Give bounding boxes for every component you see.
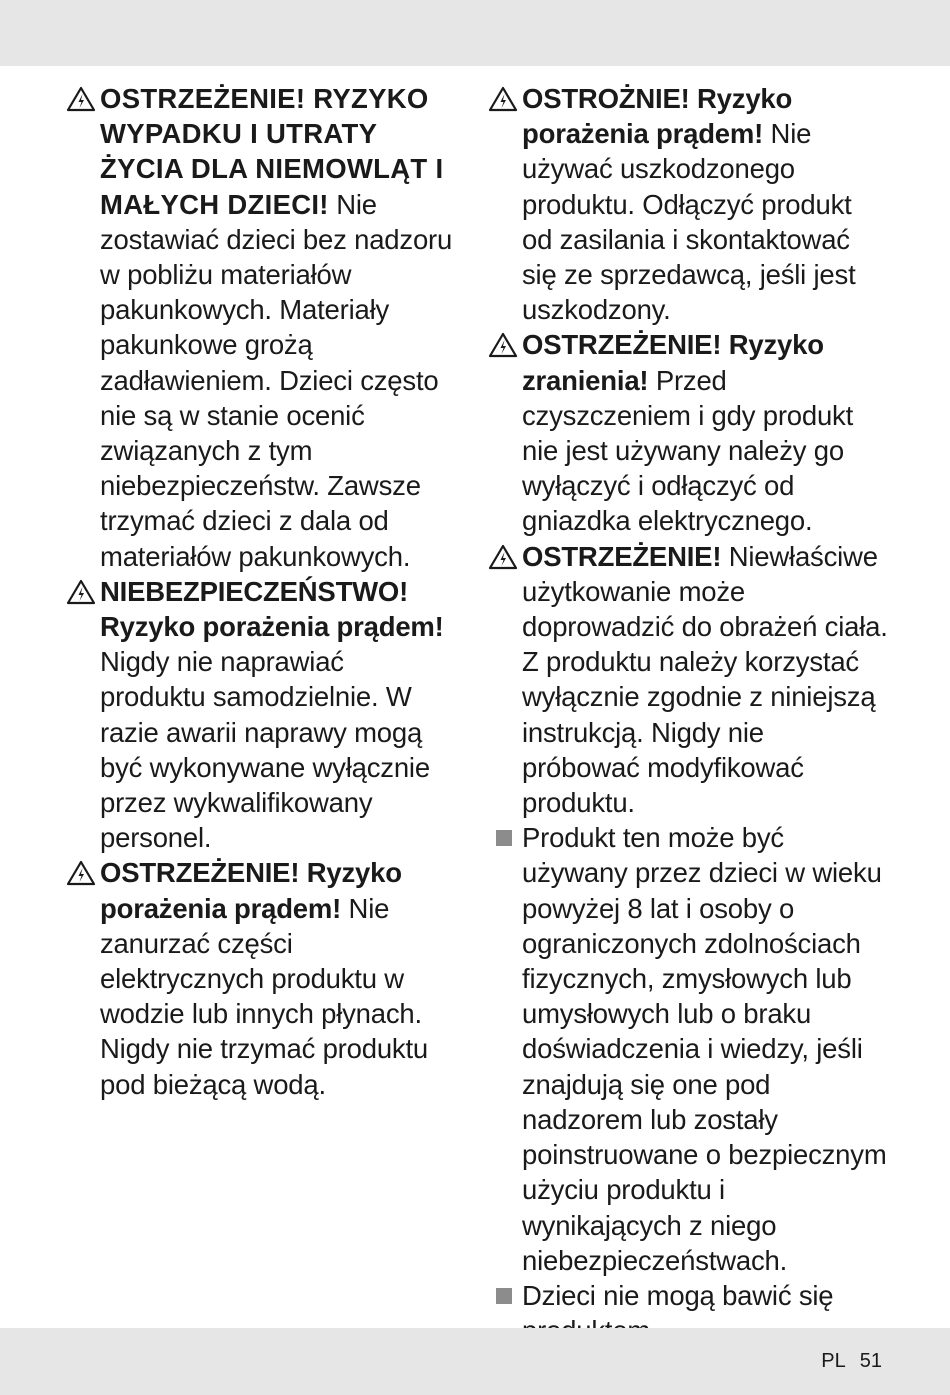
left-column bbox=[66, 81, 456, 1102]
bullet-children-usage bbox=[488, 820, 888, 1278]
safety-warning-misuse bbox=[488, 539, 888, 821]
warning-triangle-icon bbox=[488, 543, 518, 571]
warning-text: Nie zanurzać części elektrycznych produktu w wodzie lub innych płynach. Nigdy nie trzymać produktu pod bieżącą wodą. bbox=[100, 892, 428, 1100]
warning-triangle-icon bbox=[66, 859, 96, 887]
safety-warning-danger-electric bbox=[66, 574, 456, 856]
warning-triangle-icon bbox=[66, 578, 96, 606]
warning-triangle-icon bbox=[488, 331, 518, 359]
warning-text: Nie używać uszkodzonego produktu. Odłączyć produkt od zasilania i skontaktować się ze sprzedawcą, jeśli jest uszkodzony. bbox=[522, 118, 856, 326]
warning-triangle-icon bbox=[66, 85, 96, 113]
header-band bbox=[0, 0, 950, 66]
warning-text: Przed czyszczeniem i gdy produkt nie jest używany należy go wyłączyć i odłączyć od gniazdka elektrycznego. bbox=[522, 364, 854, 537]
square-bullet-icon bbox=[496, 1288, 512, 1304]
square-bullet-icon bbox=[496, 830, 512, 846]
warning-text: Niewłaściwe użytkowanie może doprowadzić do obrażeń ciała. Z produktu należy korzystać wyłącznie zgodnie z niniejszą instrukcją. Nigdy nie próbować modyfikować produktu. bbox=[522, 540, 888, 819]
warning-heading: OSTROŻNIE! Ryzyko porażenia prądem! bbox=[522, 83, 793, 150]
warning-text: Nigdy nie naprawiać produktu samodzielnie. W razie awarii naprawy mogą być wykonywane wyłącznie przez wykwalifikowany personel. bbox=[100, 646, 430, 854]
warning-text: Nie zostawiać dzieci bez nadzoru w pobliżu materiałów pakunkowych. Materiały pakunkowe grożą zadławieniem. Dzieci często nie są w stanie ocenić związanych z tym niebezpieczeństw. Zawsze trzymać dzieci z dala od materiałów pakunkowych. bbox=[100, 188, 453, 572]
page-number: 51 bbox=[859, 1350, 882, 1372]
warning-heading: OSTRZEŻENIE! bbox=[522, 540, 722, 572]
safety-warning-water bbox=[66, 855, 456, 1101]
warning-heading: OSTRZEŻENIE! RYZYKO WYPADKU I UTRATY ŻYCIA DLA NIEMOWLĄT I MAŁYCH DZIECI! bbox=[100, 83, 444, 220]
bullet-text: Dzieci nie mogą bawić się bbox=[522, 1279, 834, 1311]
warning-heading: NIEBEZPIECZEŃSTWO! Ryzyko porażenia prądem! bbox=[100, 575, 444, 643]
safety-warning-infant-risk bbox=[66, 81, 456, 574]
right-column bbox=[488, 81, 888, 1348]
language-code: PL bbox=[821, 1350, 846, 1372]
warning-heading: OSTRZEŻENIE! Ryzyko zranienia! bbox=[522, 329, 824, 396]
bullet-text: Produkt ten może być używany przez dzieci w wieku powyżej 8 lat i osoby o ograniczonych zdolnościach fizycznych, zmysłowych lub umysłowych lub o braku doświadczenia i wiedzy, jeśli znajdują się one pod nadzorem lub zostały poinstruowane o bezpiecznym użyciu produktu i wynikających z niego niebezpieczeństwach. bbox=[522, 822, 887, 1276]
page-footer bbox=[821, 1350, 882, 1373]
safety-warning-injury bbox=[488, 327, 888, 538]
warning-heading: OSTRZEŻENIE! Ryzyko porażenia prądem! bbox=[100, 857, 402, 924]
footer-band bbox=[0, 1328, 950, 1395]
safety-caution-damaged-product bbox=[488, 81, 888, 327]
warning-triangle-icon bbox=[488, 85, 518, 113]
